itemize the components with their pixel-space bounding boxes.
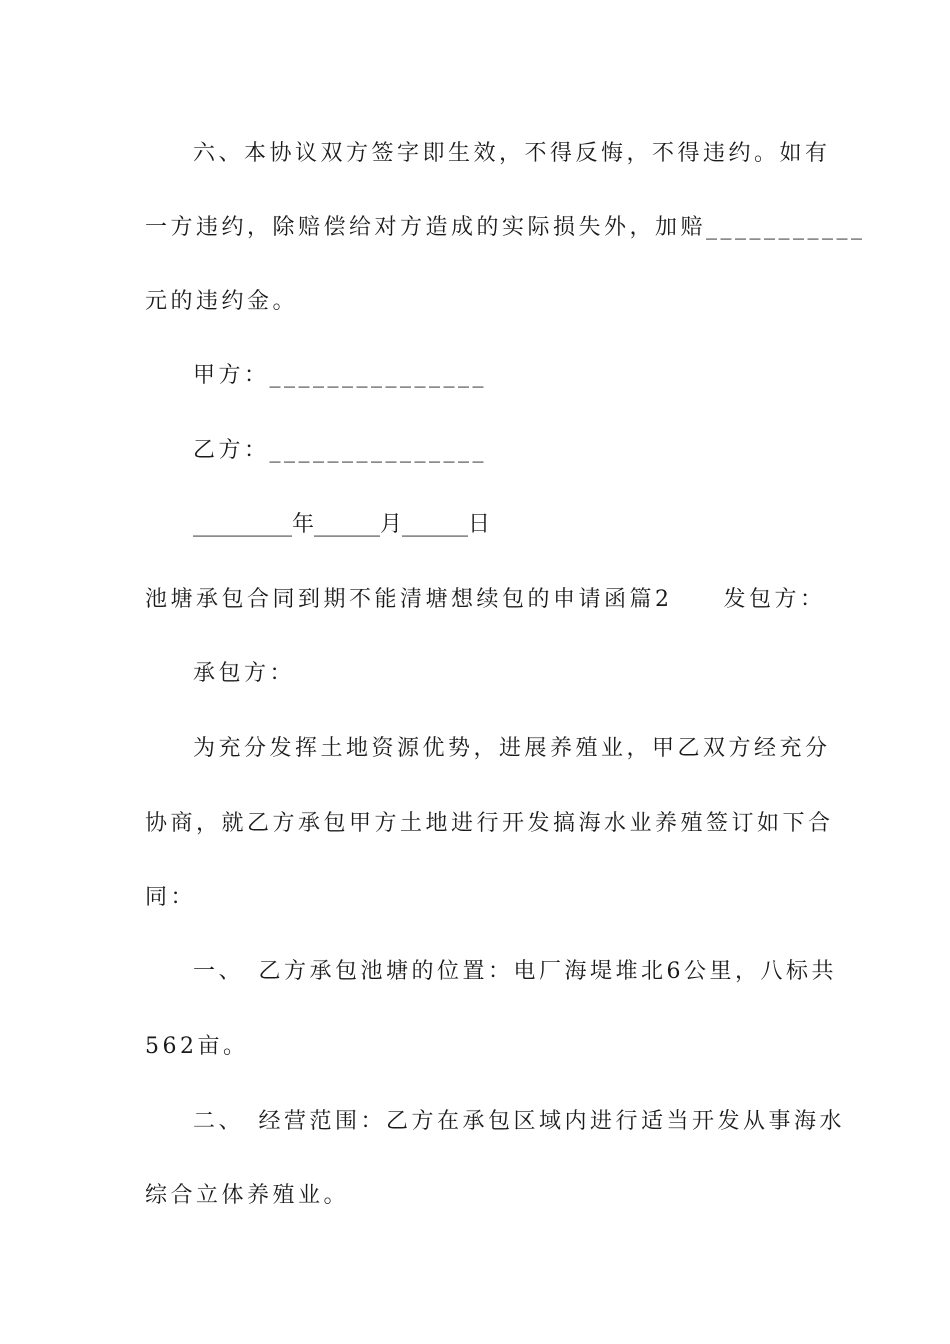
party-a-signature-line: 甲方：_______________ bbox=[193, 363, 488, 388]
preamble-line-3: 同： bbox=[145, 885, 197, 910]
clause-two-line-2: 综合立体养殖业。 bbox=[145, 1183, 350, 1208]
section-heading: 池塘承包合同到期不能清塘想续包的申请函篇2 发包方： bbox=[145, 587, 826, 612]
contractor-label: 承包方： bbox=[193, 661, 296, 686]
preamble-line-1: 为充分发挥土地资源优势，进展养殖业，甲乙双方经充分 bbox=[193, 736, 831, 761]
preamble-line-2: 协商，就乙方承包甲方土地进行开发搞海水业养殖签订如下合 bbox=[145, 811, 834, 836]
clause-six-line-2: 一方违约，除赔偿给对方造成的实际损失外，加赔___________ bbox=[145, 215, 866, 240]
clause-two-line-1: 二、 经营范围：乙方在承包区域内进行适当开发从事海水 bbox=[193, 1109, 846, 1134]
date-line: _________年______月______日 bbox=[193, 512, 491, 537]
clause-six-line-1: 六、本协议双方签字即生效，不得反悔，不得违约。如有 bbox=[193, 141, 831, 166]
clause-one-line-2: 562亩。 bbox=[145, 1034, 249, 1059]
clause-one-line-1: 一、 乙方承包池塘的位置：电厂海堤堆北6公里，八标共 bbox=[193, 959, 837, 984]
party-b-signature-line: 乙方：_______________ bbox=[193, 438, 488, 463]
clause-six-line-3: 元的违约金。 bbox=[145, 289, 299, 314]
